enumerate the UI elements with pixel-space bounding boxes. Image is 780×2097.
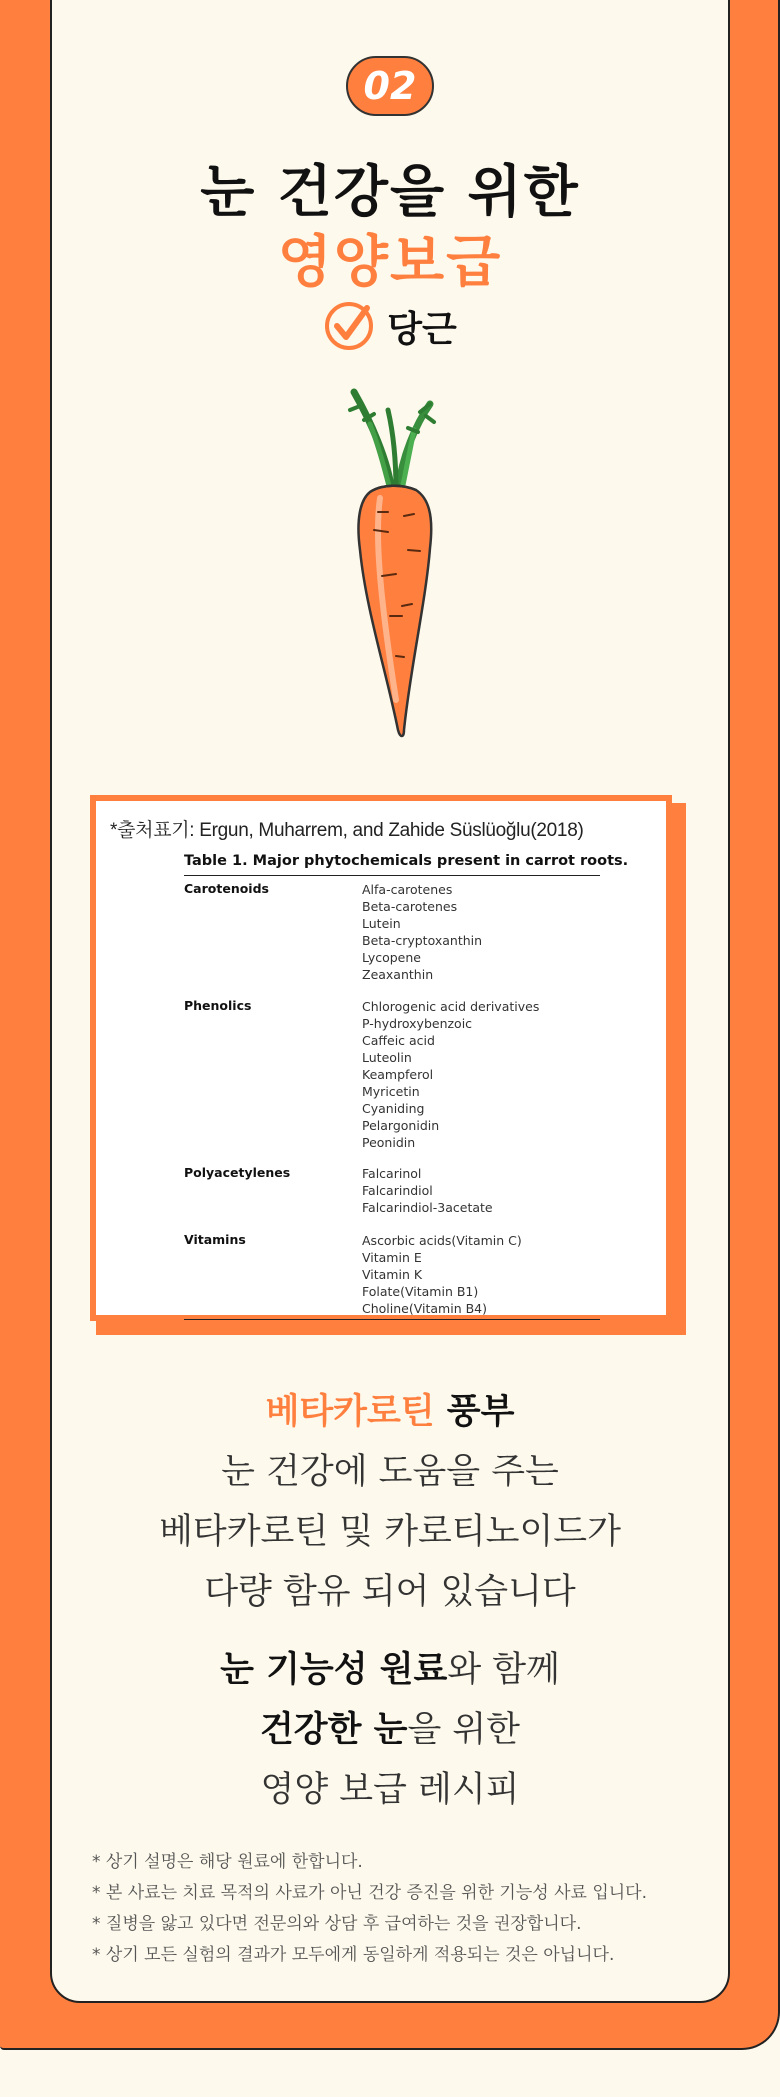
- section-subtitle: 영양보급: [277, 230, 503, 295]
- bold-phrase: 눈 기능성 원료: [220, 1650, 448, 1690]
- description-line: 다량 함유 되어 있습니다: [204, 1572, 576, 1612]
- table-top-rule: [184, 875, 600, 876]
- table-item: Vitamin E: [362, 1250, 422, 1265]
- table-item: Folate(Vitamin B1): [362, 1284, 479, 1299]
- description-line: [0, 1640, 780, 1700]
- ingredient-row: [0, 300, 780, 352]
- table-category: Carotenoids: [184, 881, 269, 896]
- table-item: Vitamin K: [362, 1267, 423, 1282]
- disclaimer-note: * 본 사료는 치료 목적의 사료가 아닌 건강 증진을 위한 기능성 사료 입니다.: [92, 1883, 647, 1903]
- description-block-1: [0, 1382, 780, 1622]
- plain-phrase: 을 위한: [407, 1710, 520, 1750]
- table-item: Lycopene: [362, 950, 421, 965]
- section-title: 눈 건강을 위한: [200, 160, 580, 225]
- description-line: 눈 건강에 도움을 주는: [221, 1452, 559, 1492]
- table-item: Zeaxanthin: [362, 967, 434, 982]
- table-item: Myricetin: [362, 1084, 420, 1099]
- disclaimer-note: * 질병을 앓고 있다면 전문의와 상담 후 급여하는 것을 권장합니다.: [92, 1914, 582, 1934]
- table-item: Chlorogenic acid derivatives: [362, 999, 540, 1014]
- table-item: Pelargonidin: [362, 1118, 440, 1133]
- table-item: Falcarinol: [362, 1166, 422, 1181]
- carrot-illustration: [330, 380, 460, 750]
- table-item: Peonidin: [362, 1135, 416, 1150]
- phytochemical-table-figure: [90, 795, 686, 1335]
- table-category: Vitamins: [184, 1232, 246, 1247]
- ingredient-label: 당근: [387, 308, 457, 350]
- source-citation: *출처표기: Ergun, Muharrem, and Zahide Süslüoğlu(2018): [110, 820, 584, 841]
- heading-rest: 풍부: [434, 1392, 515, 1432]
- table-item: Beta-cryptoxanthin: [362, 933, 483, 948]
- table-item: Luteolin: [362, 1050, 412, 1065]
- table-item: Caffeic acid: [362, 1033, 435, 1048]
- table-item: Keampferol: [362, 1067, 434, 1082]
- table-item: Falcarindiol: [362, 1183, 433, 1198]
- table-item: Alfa-carotenes: [362, 882, 453, 897]
- disclaimer-notes: [92, 1847, 647, 1971]
- table-item: Cyaniding: [362, 1101, 425, 1116]
- description-block-2: [0, 1640, 780, 1820]
- table-title: Table 1. Major phytochemicals present in carrot roots.: [184, 853, 629, 869]
- table-bottom-rule: [184, 1319, 600, 1320]
- table-category: Phenolics: [184, 998, 252, 1013]
- bold-phrase: 건강한 눈: [260, 1710, 408, 1750]
- plain-phrase: 와 함께: [447, 1650, 560, 1690]
- description-line: 베타카로틴 및 카로티노이드가: [159, 1512, 621, 1552]
- check-circle-icon: [323, 300, 375, 352]
- table-item: P-hydroxybenzoic: [362, 1016, 473, 1031]
- disclaimer-note: * 상기 설명은 해당 원료에 한합니다.: [92, 1852, 363, 1872]
- beta-carotene-heading: [0, 1382, 780, 1442]
- table-item: Lutein: [362, 916, 401, 931]
- disclaimer-note: * 상기 모든 실험의 결과가 모두에게 동일하게 적용되는 것은 아닙니다.: [92, 1945, 615, 1965]
- table-card: [90, 795, 672, 1321]
- description-line: [0, 1700, 780, 1760]
- section-number-badge: 02: [346, 56, 434, 116]
- description-line: 영양 보급 레시피: [260, 1770, 520, 1810]
- table-item: Choline(Vitamin B4): [362, 1301, 487, 1316]
- heading-highlight: 베타카로틴: [265, 1392, 435, 1432]
- table-item: Ascorbic acids(Vitamin C): [362, 1233, 522, 1248]
- table-item: Beta-carotenes: [362, 899, 458, 914]
- previous-section-text: [52, 0, 728, 2]
- table-item: Falcarindiol-3acetate: [362, 1200, 493, 1215]
- table-category: Polyacetylenes: [184, 1165, 291, 1180]
